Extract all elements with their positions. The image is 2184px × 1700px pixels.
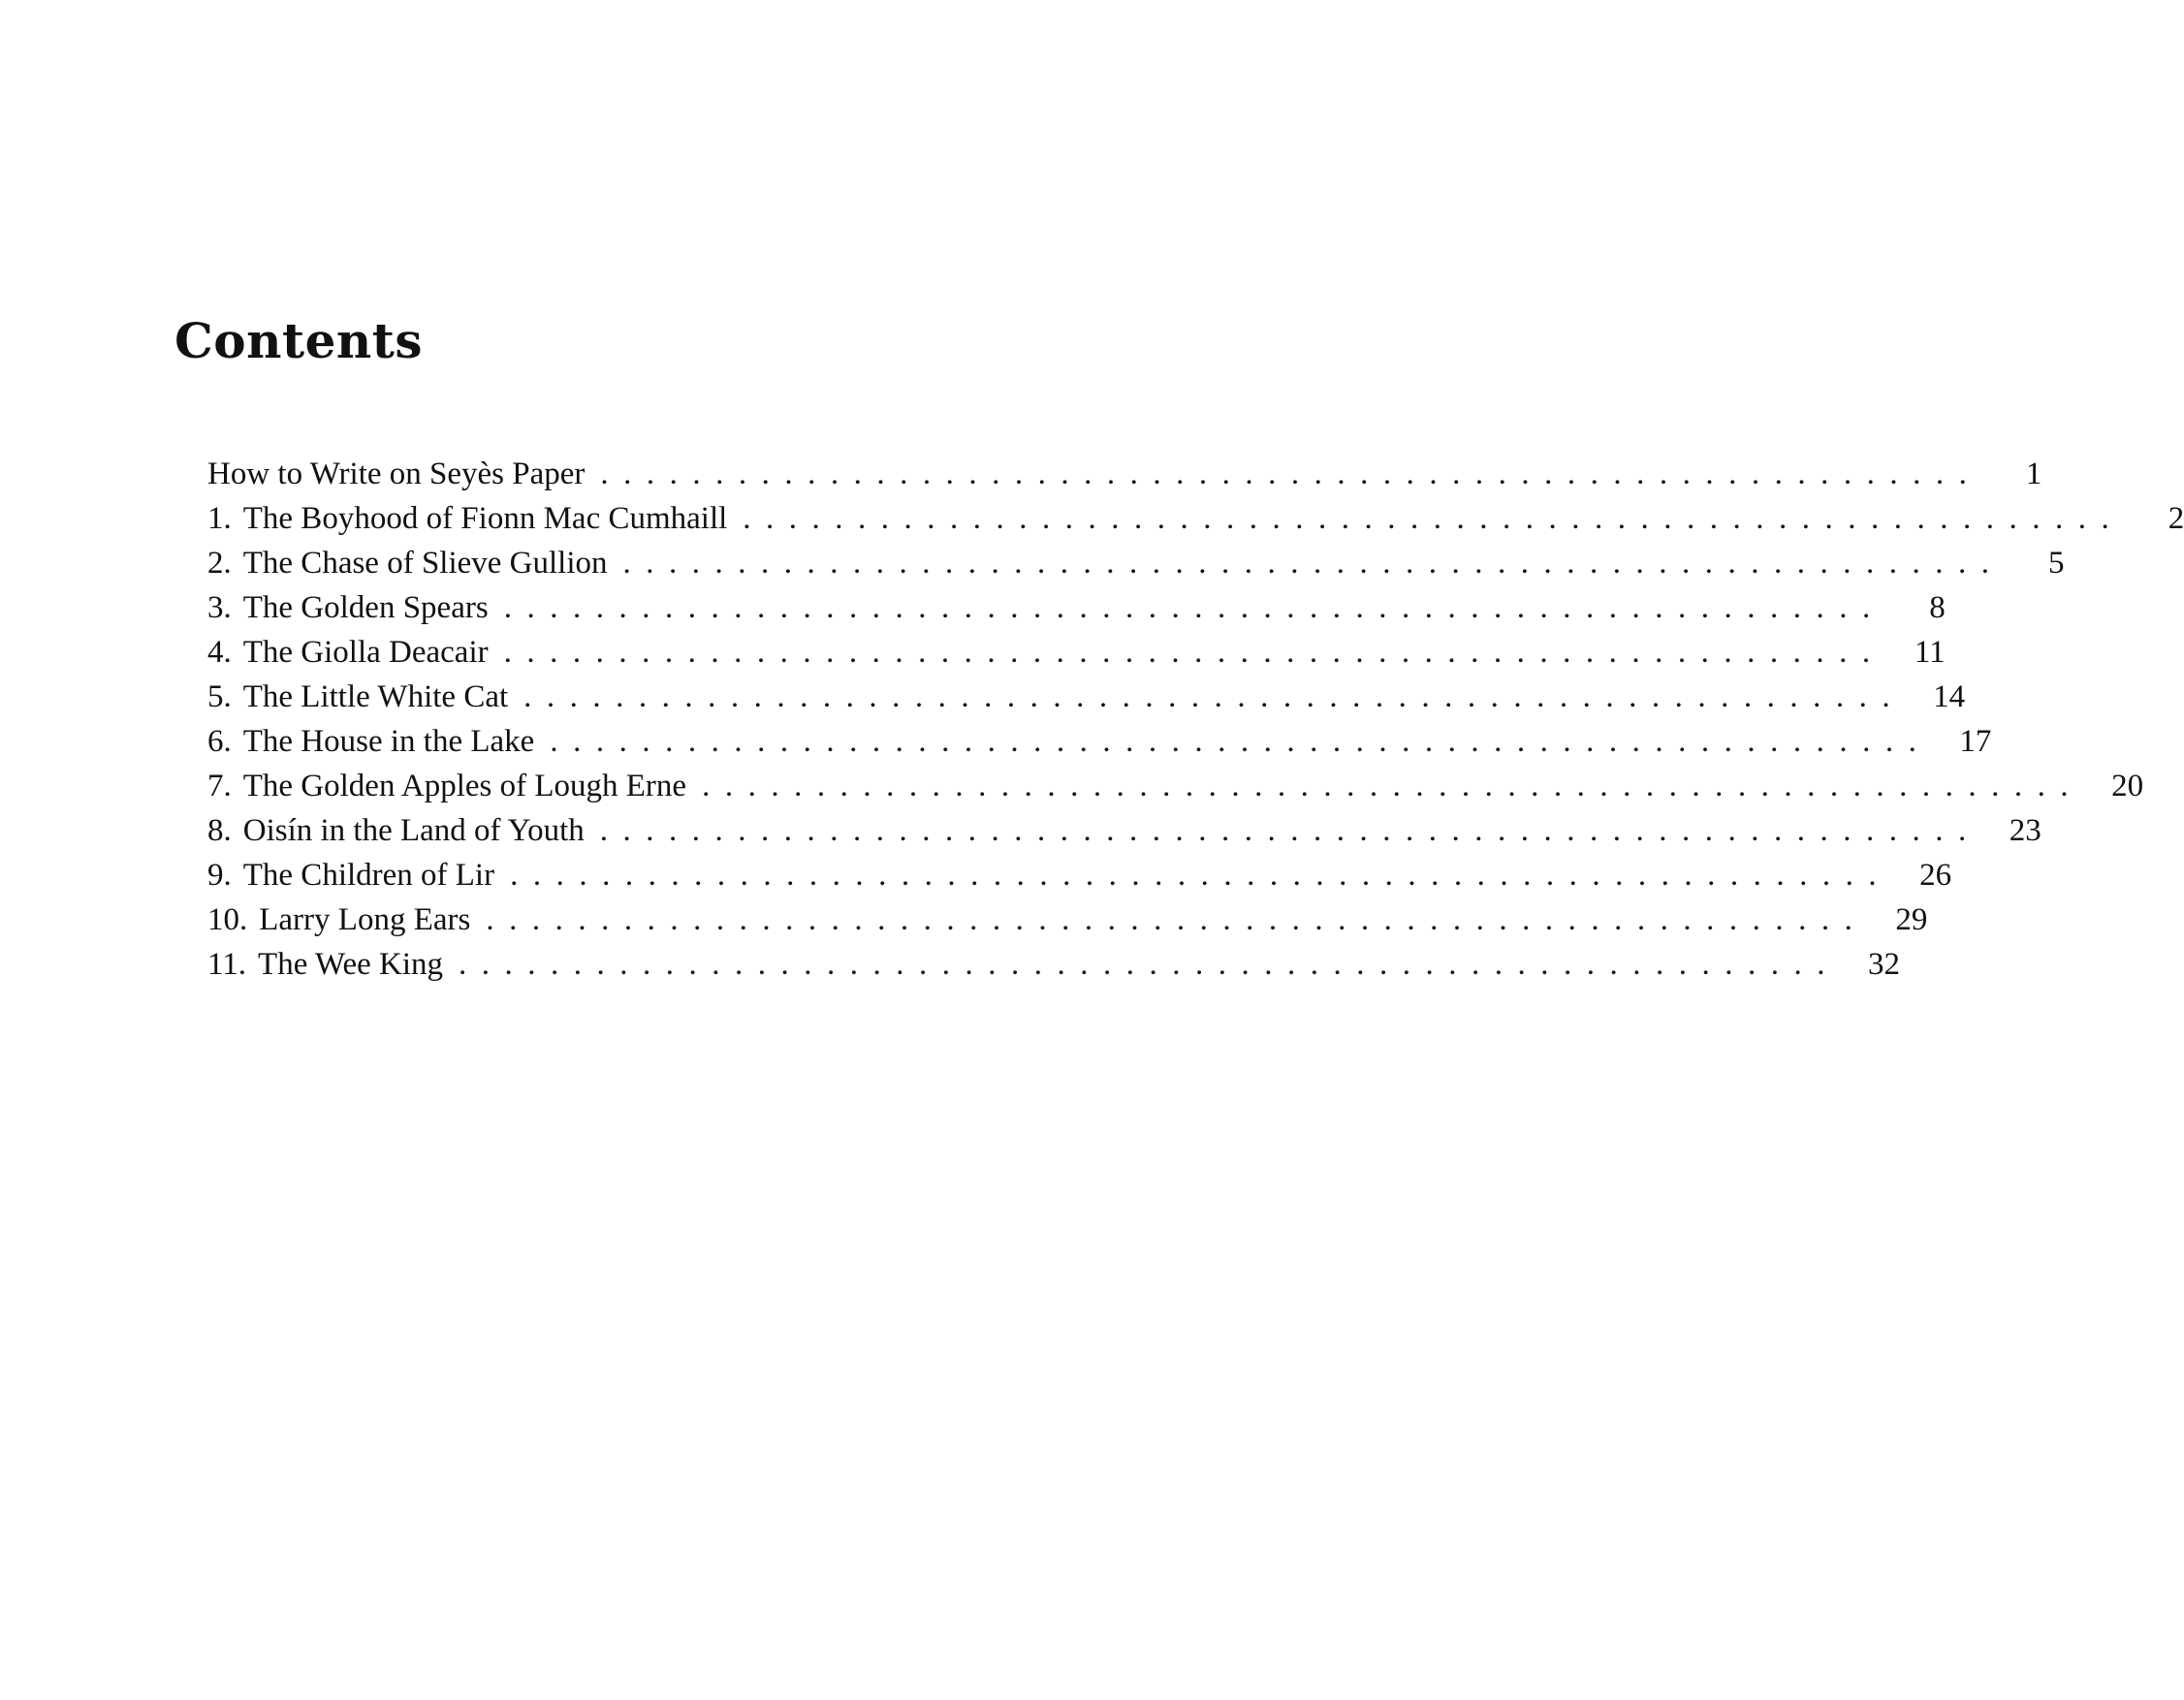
entry-page-number: 23 [2009, 813, 2042, 848]
toc-entry[interactable] [207, 630, 1946, 675]
toc-entry[interactable] [207, 452, 2042, 496]
entry-title: The Boyhood of Fionn Mac Cumhaill [242, 501, 728, 536]
table-of-contents [207, 452, 2184, 987]
entry-number: 11. [207, 947, 247, 982]
entry-title: Oisín in the Land of Youth [242, 813, 585, 848]
entry-page-number: 32 [1868, 947, 1901, 982]
entry-page-number: 17 [1959, 724, 1992, 759]
entry-title: The Golden Apples of Lough Erne [242, 769, 687, 803]
toc-entry[interactable] [207, 808, 2042, 853]
entry-title: The Little White Cat [242, 679, 509, 714]
entry-title: The Golden Spears [242, 590, 489, 625]
entry-title: The Children of Lir [242, 858, 495, 893]
dot-leader: ............................................................ [550, 724, 1932, 759]
dot-leader: ............................................................ [599, 813, 1981, 848]
dot-leader: ............................................................ [503, 590, 1885, 625]
entry-page-number: 11 [1914, 635, 1946, 670]
entry-title: The House in the Lake [242, 724, 535, 759]
entry-page-number: 26 [1919, 858, 1952, 893]
entry-number: 3. [207, 590, 232, 625]
entry-number: 7. [207, 769, 232, 803]
entry-title: How to Write on Seyès Paper [207, 456, 586, 491]
entry-page-number: 29 [1895, 902, 1928, 937]
entry-number: 6. [207, 724, 232, 759]
dot-leader: ............................................................ [459, 947, 1841, 982]
entry-number: 4. [207, 635, 232, 670]
entry-title: The Chase of Slieve Gullion [242, 546, 608, 581]
entry-page-number: 2 [2168, 501, 2184, 536]
toc-entry[interactable] [207, 764, 2144, 808]
dot-leader: ............................................................ [486, 902, 1868, 937]
entry-title: The Giolla Deacair [242, 635, 489, 670]
entry-page-number: 8 [1929, 590, 1946, 625]
toc-entry[interactable] [207, 541, 2065, 585]
entry-title: The Wee King [258, 947, 444, 982]
page-title: Contents [174, 312, 424, 369]
entry-number: 5. [207, 679, 232, 714]
dot-leader: ............................................................ [523, 679, 1906, 714]
entry-page-number: 5 [2048, 546, 2065, 581]
toc-entry[interactable] [207, 897, 1928, 942]
dot-leader: ............................................................ [622, 546, 2005, 581]
entry-page-number: 1 [2025, 456, 2042, 491]
toc-entry[interactable] [207, 585, 1946, 630]
entry-page-number: 20 [2111, 769, 2144, 803]
entry-number: 1. [207, 501, 232, 536]
dot-leader: ............................................................ [503, 635, 1885, 670]
dot-leader: ............................................................ [510, 858, 1892, 893]
dot-leader: ............................................................ [743, 501, 2125, 536]
toc-entry[interactable] [207, 675, 1966, 719]
toc-entry[interactable] [207, 496, 2184, 541]
toc-entry[interactable] [207, 942, 1901, 987]
dot-leader: ............................................................ [702, 769, 2084, 803]
toc-entry[interactable] [207, 853, 1952, 897]
entry-number: 2. [207, 546, 232, 581]
entry-title: Larry Long Ears [259, 902, 471, 937]
entry-number: 9. [207, 858, 232, 893]
dot-leader: ............................................................ [600, 456, 1982, 491]
entry-number: 10. [207, 902, 248, 937]
entry-page-number: 14 [1933, 679, 1966, 714]
entry-number: 8. [207, 813, 232, 848]
toc-entry[interactable] [207, 719, 1992, 764]
